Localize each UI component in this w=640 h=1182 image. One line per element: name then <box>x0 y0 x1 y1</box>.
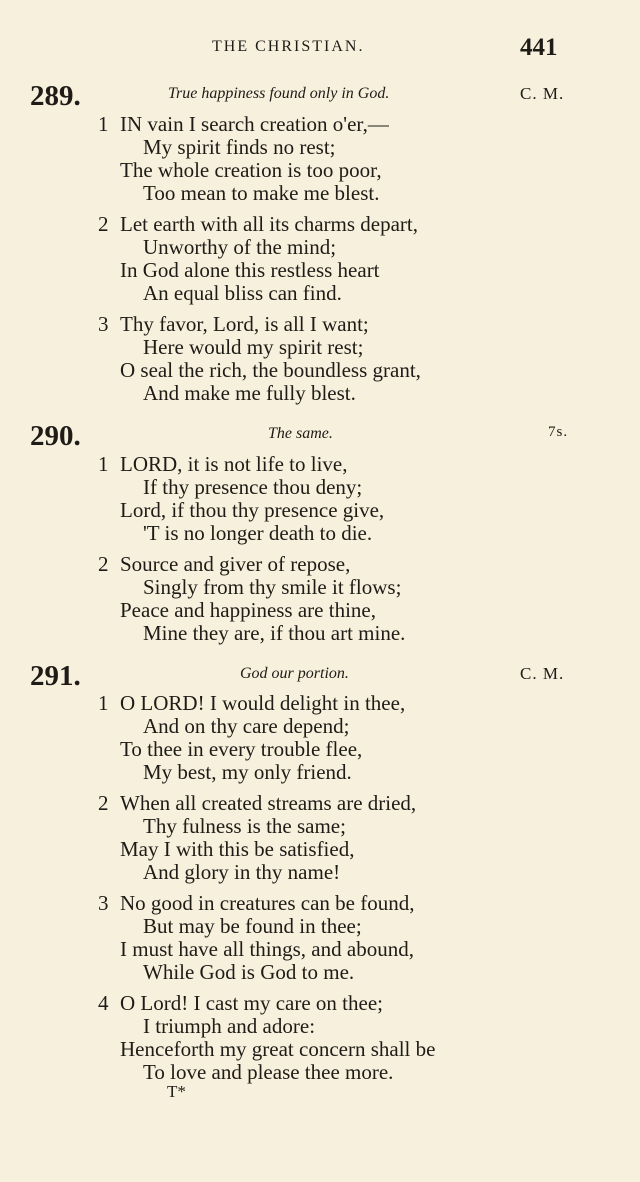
verse-line: O LORD! I would delight in thee, <box>120 691 406 715</box>
verse-line: An equal bliss can find. <box>143 281 342 305</box>
verse-number: 2 <box>98 212 109 236</box>
verse-line: My spirit finds no rest; <box>143 135 336 159</box>
verse-line: And make me fully blest. <box>143 381 356 405</box>
verse-line: While God is God to me. <box>143 960 355 984</box>
hymn-header-291 <box>0 660 640 690</box>
hymn-number: 291. <box>30 660 81 692</box>
verse-line: Singly from thy smile it flows; <box>143 575 402 599</box>
verse-line: To love and please thee more. <box>143 1060 394 1084</box>
signature-mark: T* <box>167 1082 186 1101</box>
hymn-header-290 <box>0 420 640 450</box>
verse-number: 3 <box>98 312 109 336</box>
hymn-meter: 7s. <box>548 424 569 440</box>
hymn-meter: C. M. <box>520 664 565 683</box>
verse-line: Peace and happiness are thine, <box>120 598 376 622</box>
verse-number: 1 <box>98 691 109 715</box>
verse-line: 'T is no longer death to die. <box>143 521 373 545</box>
verse-line: Source and giver of repose, <box>120 552 351 576</box>
verse-line: To thee in every trouble flee, <box>120 737 363 761</box>
verse-line: IN vain I search creation o'er,— <box>120 112 389 136</box>
verse-line: I triumph and adore: <box>143 1014 316 1038</box>
running-head <box>0 34 640 64</box>
hymn-title: True happiness found only in God. <box>168 85 390 102</box>
verse-line: Here would my spirit rest; <box>143 335 364 359</box>
verse-line: Thy favor, Lord, is all I want; <box>120 312 369 336</box>
verse-line: My best, my only friend. <box>143 760 352 784</box>
verse-number: 1 <box>98 452 109 476</box>
verse-number: 4 <box>98 991 109 1015</box>
verse-line: If thy presence thou deny; <box>143 475 363 499</box>
page-number: 441 <box>520 34 558 61</box>
verse-number: 3 <box>98 891 109 915</box>
hymn-header-289 <box>0 80 640 110</box>
verse-line: But may be found in thee; <box>143 914 362 938</box>
verse-number: 1 <box>98 112 109 136</box>
hymn-number: 290. <box>30 420 81 452</box>
verse-line: Mine they are, if thou art mine. <box>143 621 406 645</box>
hymn-number: 289. <box>30 80 81 112</box>
verse-line: O Lord! I cast my care on thee; <box>120 991 383 1015</box>
verse-line: When all created streams are dried, <box>120 791 417 815</box>
verse-line: Lord, if thou thy presence give, <box>120 498 385 522</box>
verse-number: 2 <box>98 791 109 815</box>
verse-number: 2 <box>98 552 109 576</box>
hymn-title: God our portion. <box>240 665 349 682</box>
hymn-title: The same. <box>268 425 333 442</box>
verse-line: May I with this be satisfied, <box>120 837 355 861</box>
verse-line: In God alone this restless heart <box>120 258 380 282</box>
verse-line: O seal the rich, the boundless grant, <box>120 358 421 382</box>
verse-line: Henceforth my great concern shall be <box>120 1037 436 1061</box>
running-title: THE CHRISTIAN. <box>212 38 365 55</box>
verse-line: I must have all things, and abound, <box>120 937 414 961</box>
verse-line: And glory in thy name! <box>143 860 341 884</box>
hymn-meter: C. M. <box>520 84 565 103</box>
verse-line: Thy fulness is the same; <box>143 814 346 838</box>
verse-line: LORD, it is not life to live, <box>120 452 348 476</box>
verse-line: And on thy care depend; <box>143 714 350 738</box>
verse-line: Too mean to make me blest. <box>143 181 380 205</box>
verse-line: Unworthy of the mind; <box>143 235 337 259</box>
verse-line: The whole creation is too poor, <box>120 158 382 182</box>
verse-line: No good in creatures can be found, <box>120 891 415 915</box>
verse-line: Let earth with all its charms depart, <box>120 212 418 236</box>
